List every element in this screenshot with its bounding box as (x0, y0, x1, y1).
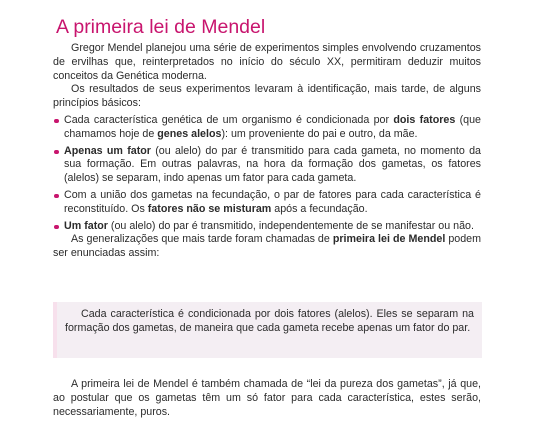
principle-item-4 (53, 220, 481, 234)
bullet-dot-icon (54, 119, 59, 124)
generalizations-bold: primeira lei de Mendel (332, 233, 446, 246)
principle-1-text-c: ): um proveniente do pai e outro, da mãe. (221, 127, 418, 140)
generalizations-text-a: As generalizações que mais tarde foram chamadas de (71, 233, 333, 246)
bullet-dot-icon (54, 194, 59, 199)
principles-intro-paragraph: Os resultados de seus experimentos levaram à identificação, mais tarde, de alguns princípios básicos: (53, 83, 481, 110)
principle-1-text-b: (que chamamos hoje de (64, 113, 481, 140)
principle-1-bold-b: genes alelos (157, 127, 222, 140)
principle-1-text-a: Cada característica genética de um organismo é condicionada por (64, 113, 394, 126)
principle-4-bold: Um fator (64, 219, 108, 232)
bullet-dot-icon (54, 150, 59, 155)
generalizations-paragraph (53, 233, 481, 261)
principle-2-bold: Apenas um fator (64, 144, 151, 157)
principle-item-3 (53, 189, 481, 217)
principle-item-2 (53, 145, 481, 186)
footer-paragraph: A primeira lei de Mendel é também chamada de “lei da pureza dos gametas”, já que, ao postular que os gametas têm um só fator para cada característica, estes serão, necessariamente, puros. (53, 378, 481, 418)
intro-paragraph: Gregor Mendel planejou uma série de experimentos simples envolvendo cruzamentos de ervilhas que, reinterpretados no início do século XX, permitiram deduzir muitos conceitos da Genética moderna. (53, 42, 481, 82)
law-statement-box (53, 302, 482, 358)
body-text (53, 42, 481, 261)
principle-3-text-a: Com a união dos gametas na fecundação, o par de fatores para cada característica é reconstituído. Os (64, 188, 481, 215)
principle-3-text-b: após a fecundação. (271, 202, 368, 215)
principle-4-text: (ou alelo) do par é transmitido, independentemente de se manifestar ou não. (107, 219, 474, 232)
principle-item-1 (53, 114, 481, 142)
principle-1-bold-a: dois fatores (393, 113, 456, 126)
principle-2-text: (ou alelo) do par é transmitido para cada gameta, no momento da sua formação. Em outras palavras, na hora da formação dos gametas, os fatores (alelos) se separam, indo apenas um fator para cada gameta. (64, 144, 481, 185)
law-statement-text: Cada característica é condicionada por dois fatores (alelos). Eles se separam na formação dos gametas, de maneira que cada gameta recebe apenas um fator do par. (65, 308, 474, 334)
bullet-dot-icon (54, 225, 59, 230)
generalizations-text-b: podem ser enunciadas assim: (53, 233, 482, 260)
principle-3-bold: fatores não se misturam (147, 202, 272, 215)
page-title: A primeira lei de Mendel (56, 16, 266, 38)
footer-paragraph-container (53, 377, 481, 419)
